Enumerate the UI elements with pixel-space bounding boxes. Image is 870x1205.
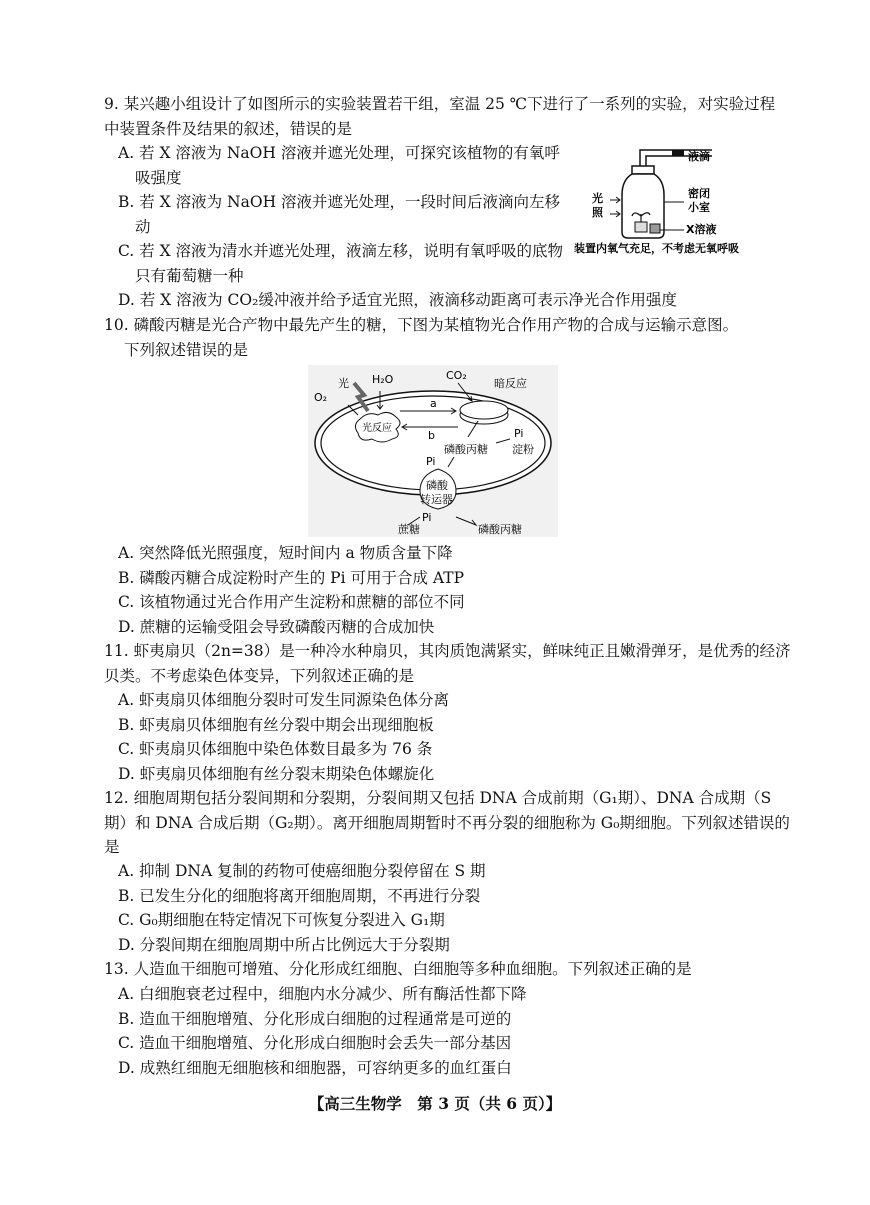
question-9-stem: 9. 某兴趣小组设计了如图所示的实验装置若干组，室温 25 ℃下进行了一系列的实验，对实验过程中装置条件及结果的叙述，错误的是 <box>104 95 776 138</box>
fig9-room-label-1: 密闭 <box>688 187 710 200</box>
fig10-sucrose-label: 蔗糖 <box>398 523 420 536</box>
question-12-stem: 12. 细胞周期包括分裂间期和分裂期，分裂间期又包括 DNA 合成前期（G₁期）、DNA 合成期（S 期）和 DNA 合成后期（G₂期）。离开细胞周期暂时不再分裂的细胞称为 G₀期细胞。下列叙述错误的是 <box>104 789 790 856</box>
fig10-h2o-label: H₂O <box>372 373 394 386</box>
question-12-option-b: B. 已发生分化的细胞将离开细胞周期，不再进行分裂 <box>118 886 481 905</box>
fig9-light-label-2: 照 <box>592 206 603 219</box>
question-11-option-c: C. 虾夷扇贝体细胞中染色体数目最多为 76 条 <box>118 740 433 758</box>
fig10-o2-label: O₂ <box>314 391 328 404</box>
fig9-caption: 装置内氧气充足，不考虑无氧呼吸 <box>574 242 739 255</box>
page-footer: 【高三生物学 第 3 页（共 6 页）】 <box>308 1094 562 1113</box>
question-13 <box>104 957 794 982</box>
question-12-option-c: C. G₀期细胞在特定情况下可恢复分裂进入 G₁期 <box>118 911 445 929</box>
question-12 <box>104 786 794 860</box>
fig9-xsol-label: X溶液 <box>686 223 717 236</box>
fig10-light-label: 光 <box>338 377 349 390</box>
question-11-options <box>118 688 798 786</box>
fig9-drop-label: 液滴 <box>688 150 710 163</box>
fig10-transporter-label-2: 转运器 <box>420 493 453 506</box>
fig10-tp-label: 磷酸丙糖 <box>444 443 488 456</box>
question-9-option-d-row <box>118 288 798 313</box>
question-10-option-c: C. 该植物通过光合作用产生淀粉和蔗糖的部位不同 <box>118 593 465 611</box>
respiration-apparatus-figure <box>572 140 782 260</box>
question-9 <box>104 92 784 141</box>
question-10-options <box>118 541 798 639</box>
fig10-pi2-label: Pi <box>426 455 436 468</box>
question-10-stem-line1: 10. 磷酸丙糖是光合产物中最先产生的糖，下图为某植物光合作用产物的合成与运输示意图。 <box>104 316 739 334</box>
question-10-option-b: B. 磷酸丙糖合成淀粉时产生的 Pi 可用于合成 ATP <box>118 568 465 587</box>
question-13-option-a: A. 白细胞衰老过程中，细胞内水分减少、所有酶活性都下降 <box>118 985 527 1003</box>
question-13-stem: 13. 人造血干细胞可增殖、分化形成红细胞、白细胞等多种血细胞。下列叙述正确的是 <box>104 960 692 978</box>
fig10-dark-label: 暗反应 <box>494 377 527 390</box>
question-13-option-c: C. 造血干细胞增殖、分化形成白细胞时会丢失一部分基因 <box>118 1034 512 1052</box>
question-9-option-b: B. 若 X 溶液为 NaOH 溶液并遮光处理，一段时间后液滴向左移动 <box>118 193 561 236</box>
fig10-co2-label: CO₂ <box>446 369 467 382</box>
fig10-pi3-label: Pi <box>422 511 432 524</box>
question-11-option-a: A. 虾夷扇贝体细胞分裂时可发生同源染色体分离 <box>118 691 450 709</box>
photosynthesis-transport-figure <box>308 365 558 537</box>
question-13-option-b: B. 造血干细胞增殖、分化形成白细胞的过程通常是可逆的 <box>118 1009 512 1028</box>
fig10-tp2-label: 磷酸丙糖 <box>478 523 522 536</box>
question-10-stem-line2: 下列叙述错误的是 <box>124 340 249 359</box>
question-9-option-c: C. 若 X 溶液为清水并遮光处理，液滴左移，说明有氧呼吸的底物只有葡萄糖一种 <box>118 242 564 285</box>
fig10-b-label: b <box>428 429 435 442</box>
question-13-option-d: D. 成熟红细胞无细胞核和细胞器，可容纳更多的血红蛋白 <box>118 1058 512 1077</box>
fig10-transporter-label-1: 磷酸 <box>426 479 448 492</box>
question-12-options <box>118 859 798 957</box>
fig10-pi1-label: Pi <box>514 427 524 440</box>
fig10-starch-label: 淀粉 <box>512 443 534 456</box>
question-9-option-a: A. 若 X 溶液为 NaOH 溶液并遮光处理，可探究该植物的有氧呼吸强度 <box>118 144 560 187</box>
question-11 <box>104 639 794 688</box>
question-11-stem: 11. 虾夷扇贝（2n=38）是一种冷水种扇贝，其肉质饱满紧实，鲜味纯正且嫩滑弹牙，是优秀的经济贝类。不考虑染色体变异，下列叙述正确的是 <box>104 642 791 685</box>
question-13-options <box>118 982 798 1080</box>
question-10 <box>104 313 794 362</box>
question-10-option-a: A. 突然降低光照强度，短时间内 a 物质含量下降 <box>118 544 453 562</box>
question-12-option-d: D. 分裂间期在细胞周期中所占比例远大于分裂期 <box>118 935 450 954</box>
question-11-option-d: D. 虾夷扇贝体细胞有丝分裂末期染色体螺旋化 <box>118 764 435 783</box>
fig10-light-reaction-label: 光反应 <box>362 423 392 434</box>
question-9-option-d: D. 若 X 溶液为 CO₂缓冲液并给予适宜光照，液滴移动距离可表示净光合作用强度 <box>118 291 677 309</box>
fig10-a-label: a <box>430 397 437 410</box>
fig9-light-label-1: 光 <box>592 192 603 205</box>
question-10-option-d: D. 蔗糖的运输受阻会导致磷酸丙糖的合成加快 <box>118 617 435 636</box>
fig9-room-label-2: 小室 <box>688 201 710 214</box>
question-11-option-b: B. 虾夷扇贝体细胞有丝分裂中期会出现细胞板 <box>118 715 434 734</box>
question-12-option-a: A. 抑制 DNA 复制的药物可使癌细胞分裂停留在 S 期 <box>118 862 486 880</box>
question-9-options <box>118 141 570 288</box>
